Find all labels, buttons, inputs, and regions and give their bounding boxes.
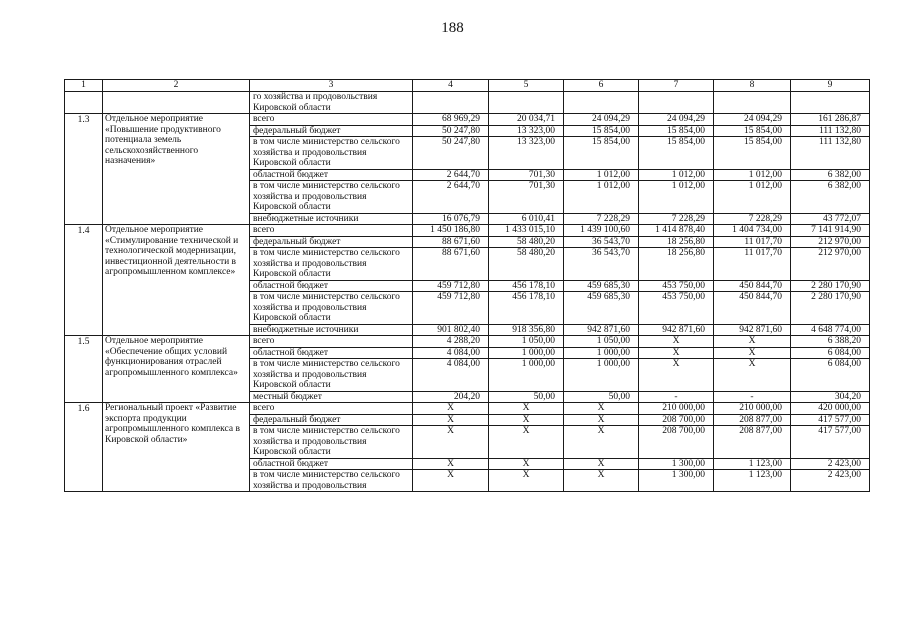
- value-cell: 15 854,00: [639, 137, 714, 170]
- empty-cell: [639, 92, 714, 114]
- value-cell: 13 323,00: [489, 125, 564, 137]
- value-cell: 6 084,00: [791, 359, 870, 392]
- value-cell: 15 854,00: [714, 137, 791, 170]
- value-cell: 6 382,00: [791, 169, 870, 181]
- value-cell: 701,30: [489, 181, 564, 214]
- value-cell: 2 644,70: [413, 169, 489, 181]
- value-cell: 450 844,70: [714, 280, 791, 292]
- value-cell: 6 388,20: [791, 336, 870, 348]
- value-cell: 4 648 774,00: [791, 324, 870, 336]
- funding-source-label: в том числе министерство сельского хозяйства и продовольствия: [250, 470, 413, 492]
- value-cell: 2 644,70: [413, 181, 489, 214]
- value-cell: 18 256,80: [639, 236, 714, 248]
- funding-source-label: всего: [250, 403, 413, 415]
- value-cell: 1 012,00: [639, 181, 714, 214]
- value-cell: 2 423,00: [791, 470, 870, 492]
- value-cell: 6 382,00: [791, 181, 870, 214]
- value-cell: Х: [564, 458, 639, 470]
- value-cell: 111 132,80: [791, 125, 870, 137]
- value-cell: 212 970,00: [791, 236, 870, 248]
- value-cell: 6 084,00: [791, 347, 870, 359]
- table-row: [65, 225, 870, 237]
- funding-source-label: областной бюджет: [250, 169, 413, 181]
- column-header: 2: [103, 80, 250, 92]
- value-cell: 417 577,00: [791, 414, 870, 426]
- value-cell: 1 012,00: [639, 169, 714, 181]
- value-cell: 36 543,70: [564, 236, 639, 248]
- value-cell: 88 671,60: [413, 236, 489, 248]
- value-cell: 1 012,00: [564, 169, 639, 181]
- page-number: 188: [441, 20, 464, 36]
- value-cell: 210 000,00: [714, 403, 791, 415]
- value-cell: 459 712,80: [413, 292, 489, 325]
- funding-source-label: в том числе министерство сельского хозяйства и продовольствия Кировской области: [250, 292, 413, 325]
- value-cell: 18 256,80: [639, 248, 714, 281]
- value-cell: 13 323,00: [489, 137, 564, 170]
- column-header: 7: [639, 80, 714, 92]
- funding-source-label: федеральный бюджет: [250, 236, 413, 248]
- table-row: [65, 403, 870, 415]
- column-header: 5: [489, 80, 564, 92]
- value-cell: 208 877,00: [714, 426, 791, 459]
- value-cell: 50,00: [489, 391, 564, 403]
- value-cell: 1 123,00: [714, 470, 791, 492]
- value-cell: Х: [639, 347, 714, 359]
- value-cell: 1 450 186,80: [413, 225, 489, 237]
- value-cell: 7 228,29: [639, 213, 714, 225]
- value-cell: 7 228,29: [714, 213, 791, 225]
- continuation-source-cell: го хозяйства и продовольствия Кировской области: [250, 92, 413, 114]
- value-cell: 1 050,00: [564, 336, 639, 348]
- funding-source-label: в том числе министерство сельского хозяйства и продовольствия Кировской области: [250, 181, 413, 214]
- funding-source-label: в том числе министерство сельского хозяйства и продовольствия Кировской области: [250, 248, 413, 281]
- value-cell: 2 280 170,90: [791, 280, 870, 292]
- value-cell: 456 178,10: [489, 292, 564, 325]
- value-cell: 453 750,00: [639, 292, 714, 325]
- value-cell: 4 084,00: [413, 359, 489, 392]
- value-cell: 4 288,20: [413, 336, 489, 348]
- funding-source-label: всего: [250, 114, 413, 126]
- value-cell: 2 280 170,90: [791, 292, 870, 325]
- funding-source-label: в том числе министерство сельского хозяйства и продовольствия Кировской области: [250, 426, 413, 459]
- funding-source-label: областной бюджет: [250, 280, 413, 292]
- value-cell: 208 877,00: [714, 414, 791, 426]
- value-cell: Х: [413, 426, 489, 459]
- value-cell: Х: [639, 336, 714, 348]
- value-cell: -: [639, 391, 714, 403]
- value-cell: 7 228,29: [564, 213, 639, 225]
- value-cell: 901 802,40: [413, 324, 489, 336]
- value-cell: 58 480,20: [489, 236, 564, 248]
- value-cell: 701,30: [489, 169, 564, 181]
- value-cell: 1 433 015,10: [489, 225, 564, 237]
- section-code: 1.4: [65, 225, 103, 336]
- funding-source-label: в том числе министерство сельского хозяйства и продовольствия Кировской области: [250, 137, 413, 170]
- value-cell: 210 000,00: [639, 403, 714, 415]
- value-cell: 1 012,00: [714, 169, 791, 181]
- empty-cell: [65, 92, 103, 114]
- value-cell: 204,20: [413, 391, 489, 403]
- value-cell: 50 247,80: [413, 125, 489, 137]
- value-cell: 15 854,00: [564, 125, 639, 137]
- value-cell: 918 356,80: [489, 324, 564, 336]
- value-cell: Х: [564, 470, 639, 492]
- value-cell: Х: [489, 403, 564, 415]
- empty-cell: [103, 92, 250, 114]
- value-cell: Х: [564, 426, 639, 459]
- value-cell: 24 094,29: [714, 114, 791, 126]
- value-cell: Х: [714, 336, 791, 348]
- value-cell: 36 543,70: [564, 248, 639, 281]
- value-cell: Х: [413, 403, 489, 415]
- value-cell: 1 000,00: [489, 347, 564, 359]
- value-cell: 2 423,00: [791, 458, 870, 470]
- column-header: 6: [564, 80, 639, 92]
- value-cell: 1 123,00: [714, 458, 791, 470]
- funding-source-label: федеральный бюджет: [250, 414, 413, 426]
- value-cell: 942 871,60: [714, 324, 791, 336]
- empty-cell: [791, 92, 870, 114]
- value-cell: Х: [564, 414, 639, 426]
- value-cell: 43 772,07: [791, 213, 870, 225]
- value-cell: 15 854,00: [714, 125, 791, 137]
- value-cell: 24 094,29: [639, 114, 714, 126]
- value-cell: 7 141 914,90: [791, 225, 870, 237]
- value-cell: 208 700,00: [639, 426, 714, 459]
- value-cell: 1 414 878,40: [639, 225, 714, 237]
- value-cell: 417 577,00: [791, 426, 870, 459]
- value-cell: 15 854,00: [564, 137, 639, 170]
- section-name: Отдельное мероприятие «Обеспечение общих условий функционирования отраслей агропромышленного комплекса»: [103, 336, 250, 403]
- value-cell: Х: [413, 414, 489, 426]
- section-name: Отдельное мероприятие «Повышение продуктивного потенциала земель сельскохозяйственного назначения»: [103, 114, 250, 225]
- value-cell: 1 000,00: [564, 347, 639, 359]
- funding-source-label: федеральный бюджет: [250, 125, 413, 137]
- section-name: Отдельное мероприятие «Стимулирование технической и технологической модернизации, инвестиционной деятельности в агропромышленном комплексе»: [103, 225, 250, 336]
- value-cell: 1 000,00: [489, 359, 564, 392]
- value-cell: Х: [413, 470, 489, 492]
- value-cell: Х: [714, 359, 791, 392]
- section-code: 1.3: [65, 114, 103, 225]
- empty-cell: [714, 92, 791, 114]
- empty-cell: [564, 92, 639, 114]
- column-header: 3: [250, 80, 413, 92]
- value-cell: 50,00: [564, 391, 639, 403]
- value-cell: 420 000,00: [791, 403, 870, 415]
- value-cell: 942 871,60: [564, 324, 639, 336]
- funding-source-label: всего: [250, 225, 413, 237]
- table-body: [65, 80, 870, 492]
- value-cell: 453 750,00: [639, 280, 714, 292]
- value-cell: Х: [489, 426, 564, 459]
- value-cell: 1 012,00: [714, 181, 791, 214]
- value-cell: 459 712,80: [413, 280, 489, 292]
- value-cell: 6 010,41: [489, 213, 564, 225]
- continuation-row: [65, 92, 870, 114]
- value-cell: 20 034,71: [489, 114, 564, 126]
- value-cell: 212 970,00: [791, 248, 870, 281]
- value-cell: Х: [489, 458, 564, 470]
- value-cell: 111 132,80: [791, 137, 870, 170]
- table-row: [65, 114, 870, 126]
- value-cell: Х: [413, 458, 489, 470]
- value-cell: 50 247,80: [413, 137, 489, 170]
- column-header: 4: [413, 80, 489, 92]
- value-cell: 1 012,00: [564, 181, 639, 214]
- value-cell: 208 700,00: [639, 414, 714, 426]
- value-cell: 1 000,00: [564, 359, 639, 392]
- value-cell: 88 671,60: [413, 248, 489, 281]
- value-cell: 68 969,29: [413, 114, 489, 126]
- value-cell: 1 050,00: [489, 336, 564, 348]
- funding-table: [64, 79, 870, 492]
- value-cell: 1 300,00: [639, 458, 714, 470]
- value-cell: -: [714, 391, 791, 403]
- funding-source-label: всего: [250, 336, 413, 348]
- value-cell: 161 286,87: [791, 114, 870, 126]
- value-cell: 16 076,79: [413, 213, 489, 225]
- value-cell: Х: [564, 403, 639, 415]
- funding-source-label: в том числе министерство сельского хозяйства и продовольствия Кировской области: [250, 359, 413, 392]
- funding-source-label: местный бюджет: [250, 391, 413, 403]
- value-cell: 1 300,00: [639, 470, 714, 492]
- value-cell: 15 854,00: [639, 125, 714, 137]
- empty-cell: [413, 92, 489, 114]
- section-code: 1.6: [65, 403, 103, 492]
- empty-cell: [489, 92, 564, 114]
- value-cell: 58 480,20: [489, 248, 564, 281]
- column-header: 1: [65, 80, 103, 92]
- value-cell: 304,20: [791, 391, 870, 403]
- table-header-row: [65, 80, 870, 92]
- value-cell: Х: [489, 414, 564, 426]
- value-cell: Х: [714, 347, 791, 359]
- value-cell: Х: [489, 470, 564, 492]
- value-cell: 459 685,30: [564, 280, 639, 292]
- value-cell: 11 017,70: [714, 248, 791, 281]
- table-row: [65, 336, 870, 348]
- value-cell: 11 017,70: [714, 236, 791, 248]
- value-cell: 1 404 734,00: [714, 225, 791, 237]
- column-header: 8: [714, 80, 791, 92]
- value-cell: 4 084,00: [413, 347, 489, 359]
- section-name: Региональный проект «Развитие экспорта продукции агропромышленного комплекса в Кировской области»: [103, 403, 250, 492]
- value-cell: 942 871,60: [639, 324, 714, 336]
- column-header: 9: [791, 80, 870, 92]
- section-code: 1.5: [65, 336, 103, 403]
- funding-source-label: областной бюджет: [250, 347, 413, 359]
- value-cell: 450 844,70: [714, 292, 791, 325]
- funding-source-label: областной бюджет: [250, 458, 413, 470]
- funding-source-label: внебюджетные источники: [250, 213, 413, 225]
- value-cell: 456 178,10: [489, 280, 564, 292]
- value-cell: 1 439 100,60: [564, 225, 639, 237]
- value-cell: 459 685,30: [564, 292, 639, 325]
- value-cell: Х: [639, 359, 714, 392]
- funding-source-label: внебюджетные источники: [250, 324, 413, 336]
- value-cell: 24 094,29: [564, 114, 639, 126]
